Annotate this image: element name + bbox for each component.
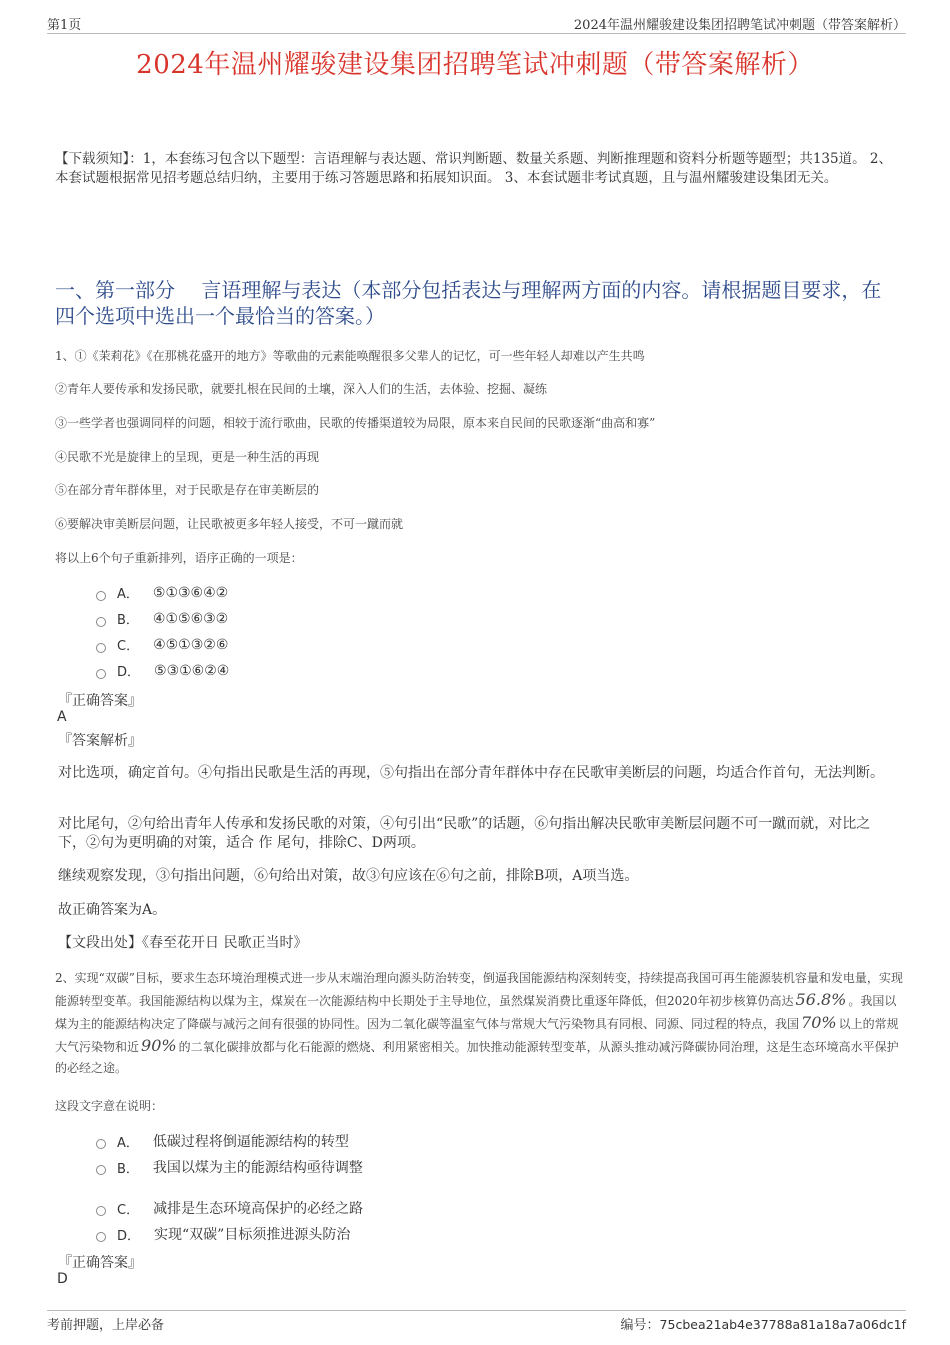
option-text: 低碳过程将倒逼能源结构的转型 xyxy=(152,1134,349,1150)
option-text: ⑤①③⑥④② xyxy=(152,584,229,601)
q2-value-2: 70% xyxy=(801,1013,837,1032)
option-text: ④①⑤⑥③② xyxy=(152,610,229,627)
q1-analysis-4: 故正确答案为A。 xyxy=(58,902,167,918)
q1-line-6: ⑥要解决审美断层问题，让民歌被更多年轻人接受，不可一蹴而就 xyxy=(55,517,404,531)
option-text: 我国以煤为主的能源结构亟待调整 xyxy=(152,1160,363,1176)
q1-analysis-2: 对比尾句，②句给出青年人传承和发扬民歌的对策，④句引出“民歌”的话题，⑥句指出解决民歌审美断层问题不可一蹴而就，对比之下，②句为更明确的对策，适合 作 尾句，排除C、D两项。 xyxy=(58,816,871,851)
option-letter: D． xyxy=(117,665,141,680)
section-heading: 一、第一部分 言语理解与表达（本部分包括表达与理解两方面的内容。请根据题目要求，在四个选项中选出一个最恰当的答案。） xyxy=(55,278,882,328)
q1-option-c[interactable] xyxy=(96,635,228,654)
footer-slogan: 考前押题，上岸必备 xyxy=(47,1318,165,1333)
q2-text-c: 以上的常规大气污染物和近 xyxy=(55,1017,899,1054)
q1-line-2: ②青年人要传承和发扬民歌，就要扎根在民间的土壤，深入人们的生活，去体验、挖掘、凝练 xyxy=(55,382,548,396)
q1-option-a[interactable] xyxy=(96,583,228,602)
footer-code-value: 75cbea21ab4e37788a81a18a7a06dc1f xyxy=(659,1317,906,1332)
option-letter: C． xyxy=(117,1202,140,1218)
radio-icon[interactable] xyxy=(96,1206,106,1216)
header-doc-title: 2024年温州耀骏建设集团招聘笔试冲刺题（带答案解析） xyxy=(573,18,906,33)
q2-text-b: 。我国以煤为主的能源结构决定了降碳与减污之间有很强的协同性。因为二氧化碳等温室气体与常规大气污染物具有同根、同源、同过程的特点，我国 xyxy=(55,994,897,1031)
option-letter: B． xyxy=(117,1161,139,1177)
option-letter: A． xyxy=(117,587,139,602)
q2-option-d[interactable] xyxy=(96,1224,350,1244)
radio-icon[interactable] xyxy=(96,1139,106,1149)
q2-option-a[interactable] xyxy=(96,1131,349,1151)
radio-icon[interactable] xyxy=(96,669,106,679)
q1-option-d[interactable] xyxy=(96,661,229,680)
page-number: 第1页 xyxy=(47,18,82,33)
q1-analysis-3: 继续观察发现，③句指出问题，⑥句给出对策，故③句应该在⑥句之前，排除B项，A项当选。 xyxy=(58,868,639,884)
q1-line-1: 1、①《茉莉花》《在那桃花盛开的地方》等歌曲的元素能唤醒很多父辈人的记忆，可一些年轻人却难以产生共鸣 xyxy=(55,349,645,363)
option-letter: B． xyxy=(117,613,139,628)
q2-answer: D xyxy=(57,1271,68,1287)
footer-code xyxy=(621,1314,906,1333)
page-title: 2024年温州耀骏建设集团招聘笔试冲刺题（带答案解析） xyxy=(136,50,814,80)
q2-passage xyxy=(55,968,905,1079)
q1-answer: A xyxy=(57,709,67,725)
radio-icon[interactable] xyxy=(96,617,106,627)
q2-option-b[interactable] xyxy=(96,1157,363,1177)
option-text: ⑤③①⑥②④ xyxy=(154,662,230,679)
q1-source: 【文段出处】《春至花开日 民歌正当时》 xyxy=(58,935,308,951)
q2-value-1: 56.8% xyxy=(795,990,847,1009)
radio-icon[interactable] xyxy=(96,1165,106,1175)
q2-prompt: 这段文字意在说明： xyxy=(55,1099,164,1113)
radio-icon[interactable] xyxy=(96,591,106,601)
q2-answer-label: 『正确答案』 xyxy=(58,1255,142,1271)
radio-icon[interactable] xyxy=(96,1232,106,1242)
download-notice: 【下载须知】：1，本套练习包含以下题型：言语理解与表达题、常识判断题、数量关系题、判断推理题和资料分析题等题型；共135道。 2、本套试题根据常见招考题总结归纳，主要用于练习答题思路和拓展知识面。 3、本套试题非考试真题，且与温州耀骏建设集团无关。 xyxy=(55,151,892,186)
q2-text-d: 的二氧化碳排放都与化石能源的燃烧、利用紧密相关。加快推动能源转型变革，从源头推动减污降碳协同治理，这是生态环境高水平保护的必经之途。 xyxy=(55,1040,899,1075)
q1-line-3: ③一些学者也强调同样的问题，相较于流行歌曲，民歌的传播渠道较为局限，原本来自民间的民歌逐渐“曲高和寡” xyxy=(55,416,656,430)
option-text: ④⑤①③②⑥ xyxy=(153,636,229,653)
q1-analysis-1: 对比选项，确定首句。④句指出民歌是生活的再现，⑤句指出在部分青年群体中存在民歌审美断层的问题，均适合作首句，无法判断。 xyxy=(58,765,884,781)
footer-code-label: 编号： xyxy=(620,1318,660,1333)
q2-text-a: 2、实现“双碳”目标，要求生态环境治理模式进一步从末端治理向源头防治转变，倒逼我国能源结构深刻转变，持续提高我国可再生能源装机容量和发电量，实现能源转型变革。我国能源结构以煤为主，煤炭在一次能源结构中长期处于主导地位，虽然煤炭消费比重逐年降低，但2020年初步核算仍高达 xyxy=(55,971,903,1008)
q1-analysis-label: 『答案解析』 xyxy=(58,733,142,749)
q2-value-3: 90% xyxy=(141,1036,177,1055)
q1-answer-label: 『正确答案』 xyxy=(58,693,142,709)
option-letter: C． xyxy=(117,639,140,654)
q2-option-c[interactable] xyxy=(96,1198,363,1218)
q1-option-b[interactable] xyxy=(96,609,228,628)
option-text: 减排是生态环境高保护的必经之路 xyxy=(153,1201,364,1217)
radio-icon[interactable] xyxy=(96,643,106,653)
footer-divider xyxy=(47,1310,906,1311)
q1-prompt: 将以上6个句子重新排列，语序正确的一项是： xyxy=(55,551,303,565)
q1-line-5: ⑤在部分青年群体里，对于民歌是存在审美断层的 xyxy=(55,483,320,497)
option-letter: A． xyxy=(117,1135,139,1151)
q1-line-4: ④民歌不光是旋律上的呈现，更是一种生活的再现 xyxy=(55,450,320,464)
header-divider xyxy=(47,33,906,34)
option-letter: D． xyxy=(117,1228,141,1244)
option-text: 实现“双碳”目标须推进源头防治 xyxy=(154,1227,351,1243)
